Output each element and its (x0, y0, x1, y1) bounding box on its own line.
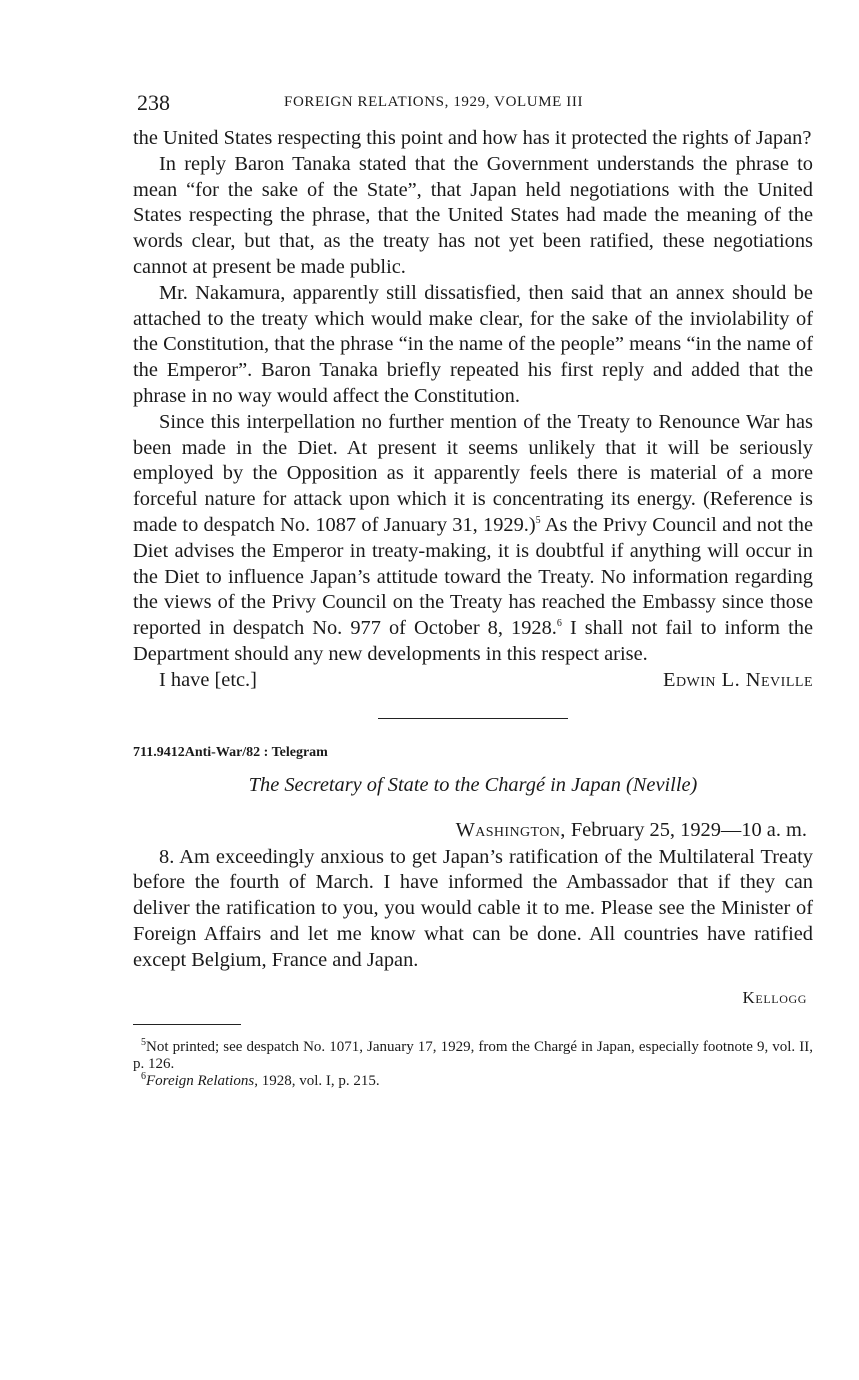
closing-line (133, 668, 813, 694)
paragraph-tanaka-reply: In reply Baron Tanaka stated that the Government understands the phrase to mean “for the sake of the State”, that Japan held negotiations with the United States respecting the phrase, that the United States had made the meaning of the words clear, but that, as the treaty has not yet been ratified, these negotiations cannot at present be made public. (133, 152, 813, 278)
footnote-text: , 1928, vol. I, p. 215. (254, 1072, 380, 1089)
footnote-mark: 6 (141, 1070, 146, 1082)
paragraph-text: Since this interpellation no further mention of the Treaty to Renounce War has been made in the Diet. At present it seems unlikely that it will be seriously employed by the Opposition as it apparently feels there is material of a more forceful nature for attack upon which it is concentrating its energy. (Reference is made to despatch No. 1087 of January 31, 1929.) (133, 410, 813, 536)
footnotes (133, 1036, 813, 1090)
paragraph-continued: the United States respecting this point and how has it protected the rights of Japan? (133, 127, 812, 149)
paragraph-text: As the Privy Council and not the Diet advises the Emperor in treaty-making, it is doubtful if anything will occur in the Diet to influence Japan’s attitude toward the Treaty. No information regarding the views of the Privy Council on the Treaty has reached the Embassy since those reported in despatch No. 977 of October 8, 1928. (133, 513, 813, 640)
dateline-date: February 25, 1929—10 a. m. (565, 818, 807, 841)
dateline (133, 817, 813, 843)
footnote-italic-text: Foreign Relations (146, 1072, 255, 1089)
file-reference: 711.9412Anti-War/82 : Telegram (133, 744, 328, 760)
closing-formula: I have [etc.] (159, 668, 257, 691)
dateline-place: Washington, (455, 818, 566, 841)
document-page (133, 86, 813, 1090)
signature: Edwin L. Neville (662, 668, 813, 691)
footnote-text: Not printed; see despatch No. 1071, January 17, 1929, from the Chargé in Japan, especially footnote 9, vol. II, p. 126. (133, 1038, 813, 1072)
footnote-divider (133, 1024, 241, 1025)
footnote (133, 1070, 813, 1090)
running-head: FOREIGN RELATIONS, 1929, VOLUME III (284, 94, 584, 110)
telegram-text: 8. Am exceedingly anxious to get Japan’s ratification of the Multilateral Treaty before the fourth of March. I have informed the Ambassador that if they can deliver the ratification to you, you would cable it to me. Please see the Minister of Foreign Affairs and let me know what can be done. All countries have ratified except Belgium, France and Japan. (133, 845, 813, 971)
page-header (133, 86, 813, 126)
paragraph-text: I shall not fail to inform the Department should any new developments in this respect arise. (133, 617, 813, 665)
footnote-reference: 6 (556, 618, 562, 630)
paragraph-nakamura: Mr. Nakamura, apparently still dissatisfied, then said that an annex should be attached to the treaty which would make clear, for the sake of the inviolability of the Constitution, that the phrase “in the name of the people” means “in the name of the Emperor”. Baron Tanaka briefly repeated his first reply and added that the phrase in no way would affect the Constitution. (133, 281, 813, 407)
footnote-reference: 5 (535, 515, 541, 527)
page-number: 238 (137, 90, 170, 115)
section-divider (378, 718, 568, 719)
sender-signature: Kellogg (742, 987, 807, 1007)
document-title: The Secretary of State to the Chargé in Japan (Neville) (248, 773, 698, 796)
footnote (133, 1036, 813, 1073)
footnote-mark: 5 (141, 1036, 146, 1048)
paragraph-interpellation (133, 410, 813, 668)
